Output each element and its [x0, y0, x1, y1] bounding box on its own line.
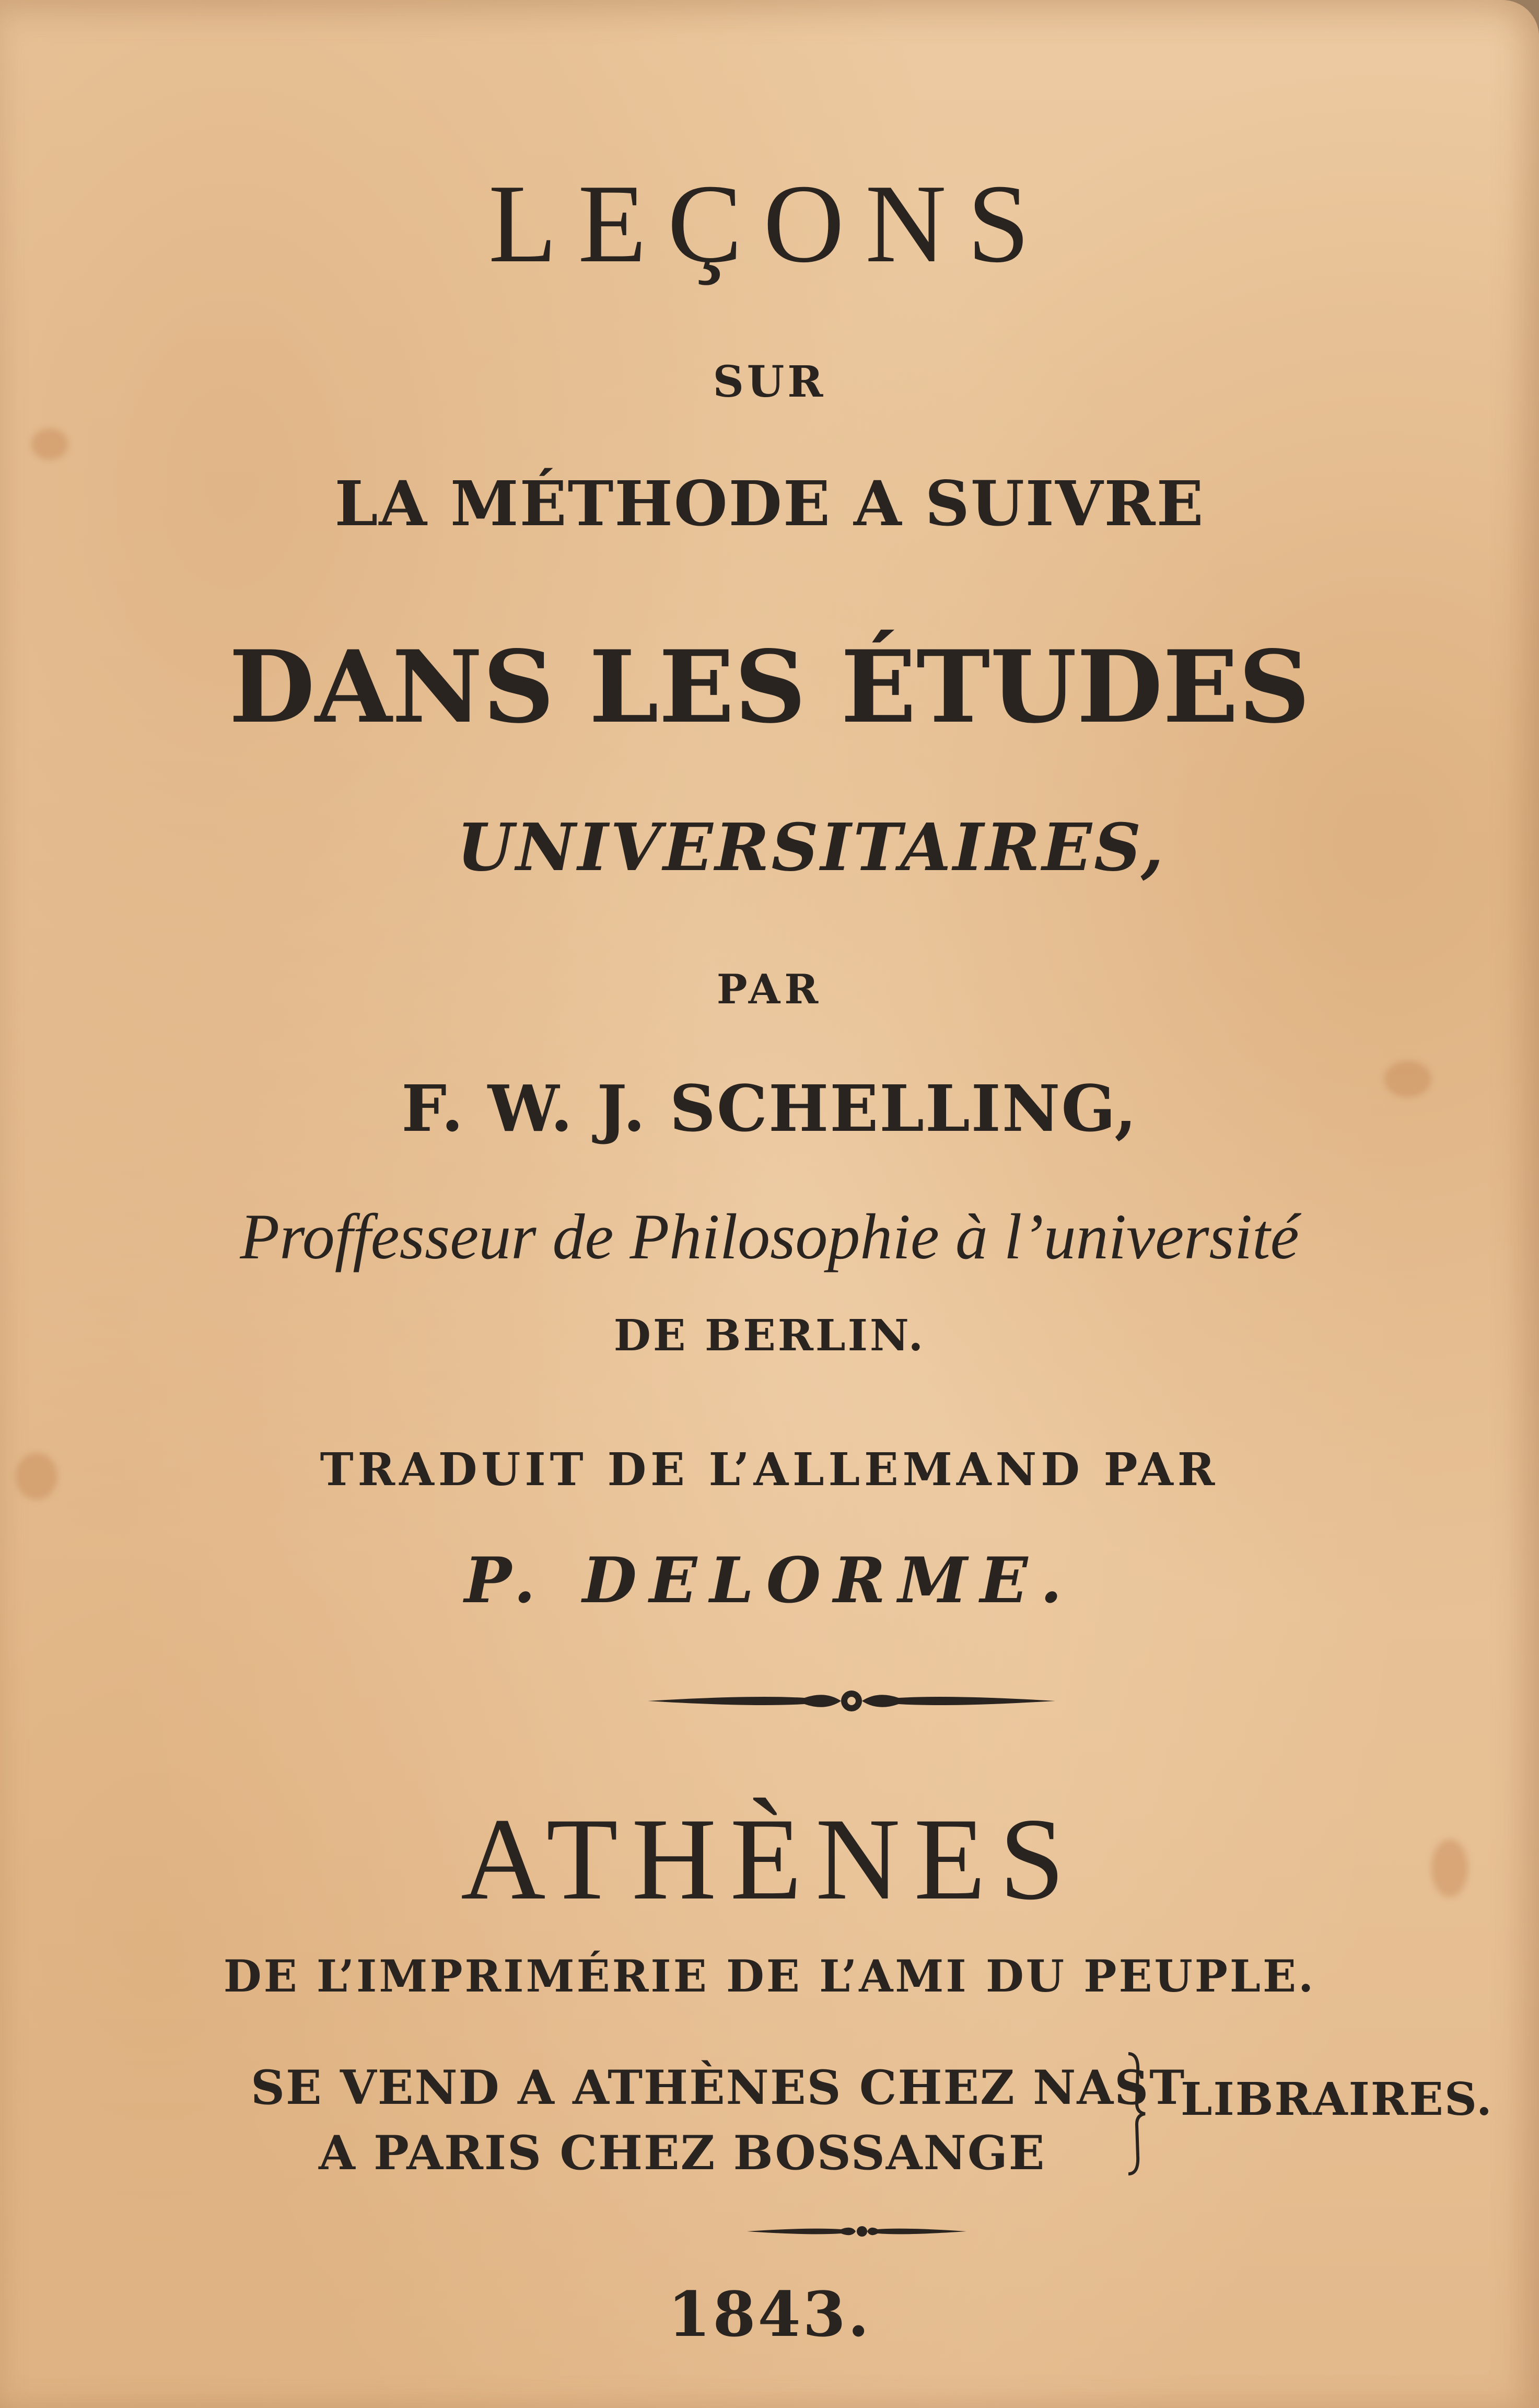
title-lecons: LEÇONS: [488, 161, 1051, 286]
foxing-stain: [31, 429, 68, 460]
translated-by: TRADUIT DE L’ALLEMAND PAR: [320, 1443, 1219, 1496]
sold-athens-line: SE VEND A ATHÈNES CHEZ NAST: [251, 2060, 1186, 2115]
line-methode: LA MÉTHODE A SUIVRE: [334, 467, 1205, 540]
translator-name: P. DELORME.: [464, 1544, 1075, 1617]
place-athenes: ATHÈNES: [461, 1793, 1078, 1924]
ornamental-rule: [648, 1685, 1055, 1717]
line-universitaires: UNIVERSITAIRES,: [457, 809, 1166, 886]
sold-paris-line: A PARIS CHEZ BOSSANGE: [319, 2125, 1046, 2181]
author-name: F. W. J. SCHELLING,: [401, 1071, 1138, 1146]
author-city: DE BERLIN.: [613, 1311, 926, 1361]
word-par: PAR: [716, 966, 823, 1013]
booksellers-label: LIBRAIRES.: [1181, 2073, 1493, 2126]
publication-year: 1843.: [668, 2278, 871, 2351]
brace-icon: [1123, 2051, 1149, 2177]
word-sur: SUR: [713, 357, 826, 407]
printer-line: DE L’IMPRIMÉRIE DE L’AMI DU PEUPLE.: [223, 1950, 1316, 2002]
author-position: Proffesseur de Philosophie à l’université: [240, 1201, 1299, 1272]
small-ornamental-rule: [747, 2221, 966, 2242]
line-etudes: DANS LES ÉTUDES: [229, 629, 1310, 745]
